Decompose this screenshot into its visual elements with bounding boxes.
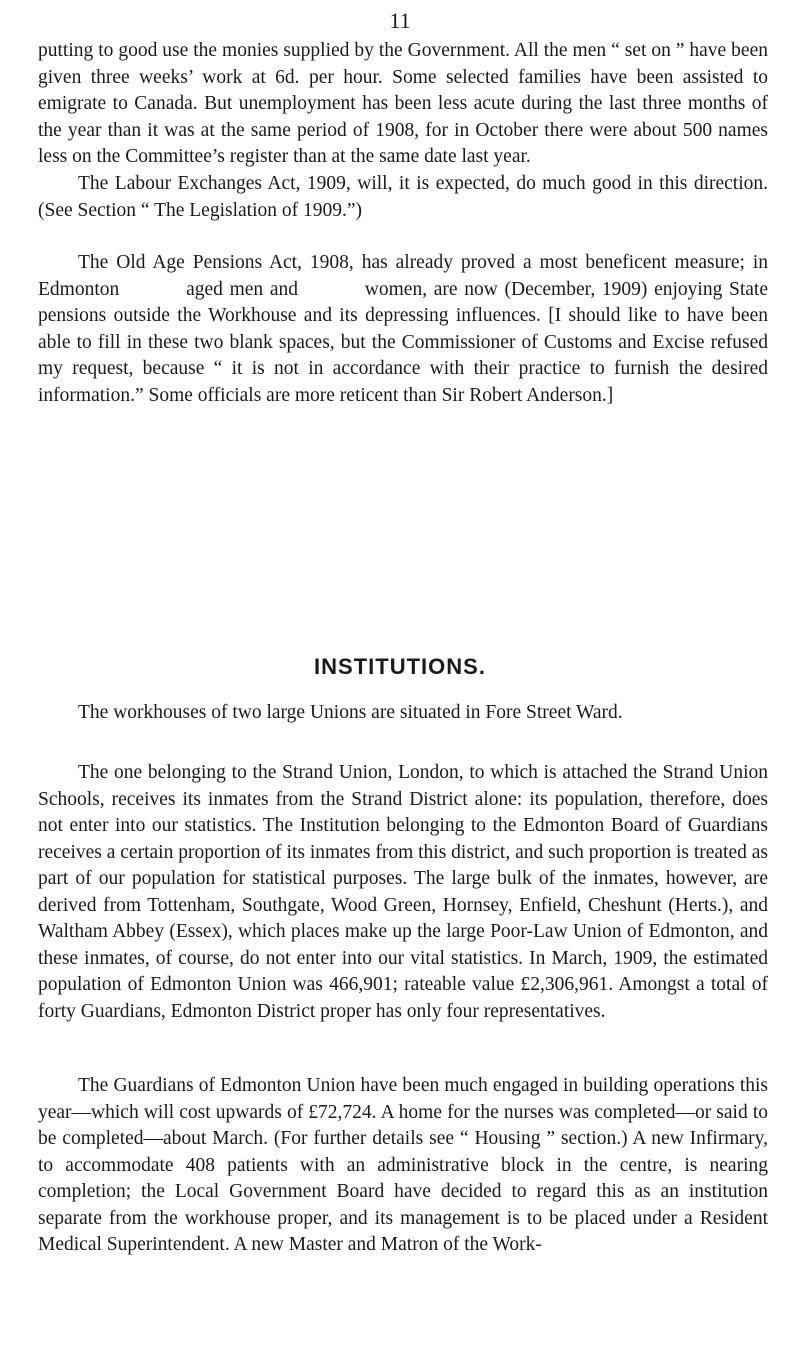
page-number: 11 (389, 8, 411, 33)
section-heading-institutions: INSTITUTIONS. (314, 654, 486, 679)
paragraph-text: The Guardians of Edmonton Union have been much engaged in building operations this year—which will cost upwards of £72,724. A home for the nurses was completed—or said to be completed—about March. (For further details see “ Housing ” section.) A new Infirmary, to accommodate 408 patients with an administrative block in the centre, is nearing completion; the Local Government Board have decided to regard this as an institution separate from the workhouse proper, and its management is to be placed under a Resident Medical Superintendent. A new Master and Matron of the Work- (38, 1075, 768, 1255)
paragraph-old-age-pensions (38, 250, 773, 409)
paragraph-workhouses (38, 700, 768, 727)
paragraph-labour-exchanges (38, 171, 768, 224)
paragraph-text: putting to good use the monies supplied by the Government. All the men “ set on ” have been given three weeks’ work at 6d. per hour. Some selected families have been assisted to emigrate to Canada. But unemployment has been less acute during the last three months of the year than it was at the same period of 1908, for in October there were about 500 names less on the Committee’s register than at the same date last year. (38, 40, 768, 167)
paragraph-text: The one belonging to the Strand Union, London, to which is attached the Strand Union Schools, receives its inmates from the Strand District alone: its population, therefore, does not enter into our statistics. The Institution belonging to the Edmonton Board of Guardians receives a certain proportion of its inmates from this district, and such proportion is treated as part of our population for statistical purposes. The large bulk of the inmates, however, are derived from Tottenham, Southgate, Wood Green, Hornsey, Enfield, Cheshunt (Herts.), and Waltham Abbey (Essex), which places make up the large Poor-Law Union of Edmonton, and these inmates, of course, do not enter into our vital statistics. In March, 1909, the estimated population of Edmonton Union was 466,901; rateable value £2,306,961. Amongst a total of forty Guardians, Edmonton District proper has only four representatives. (38, 762, 768, 1022)
paragraph-unemployment (38, 38, 768, 171)
paragraph-text: The workhouses of two large Unions are situated in Fore Street Ward. (78, 702, 623, 723)
paragraph-text: The Labour Exchanges Act, 1909, will, it is expected, do much good in this direction. (See Section “ The Legislation of 1909.”) (38, 173, 768, 221)
paragraph-text: The Old Age Pensions Act, 1908, has already proved a most beneficent measure; in Edmonton aged men and women, are now (December, 1909) enjoying State pensions outside the Workhouse and its depressing influences. [I should like to have been able to fill in these two blank spaces, but the Commissioner of Customs and Excise refused my request, because “ it is not in accordance with their practice to furnish the desired information.” Some officials are more reticent than Sir Robert Anderson.] (38, 252, 773, 406)
paragraph-strand-union (38, 760, 768, 1025)
paragraph-guardians (38, 1073, 768, 1259)
